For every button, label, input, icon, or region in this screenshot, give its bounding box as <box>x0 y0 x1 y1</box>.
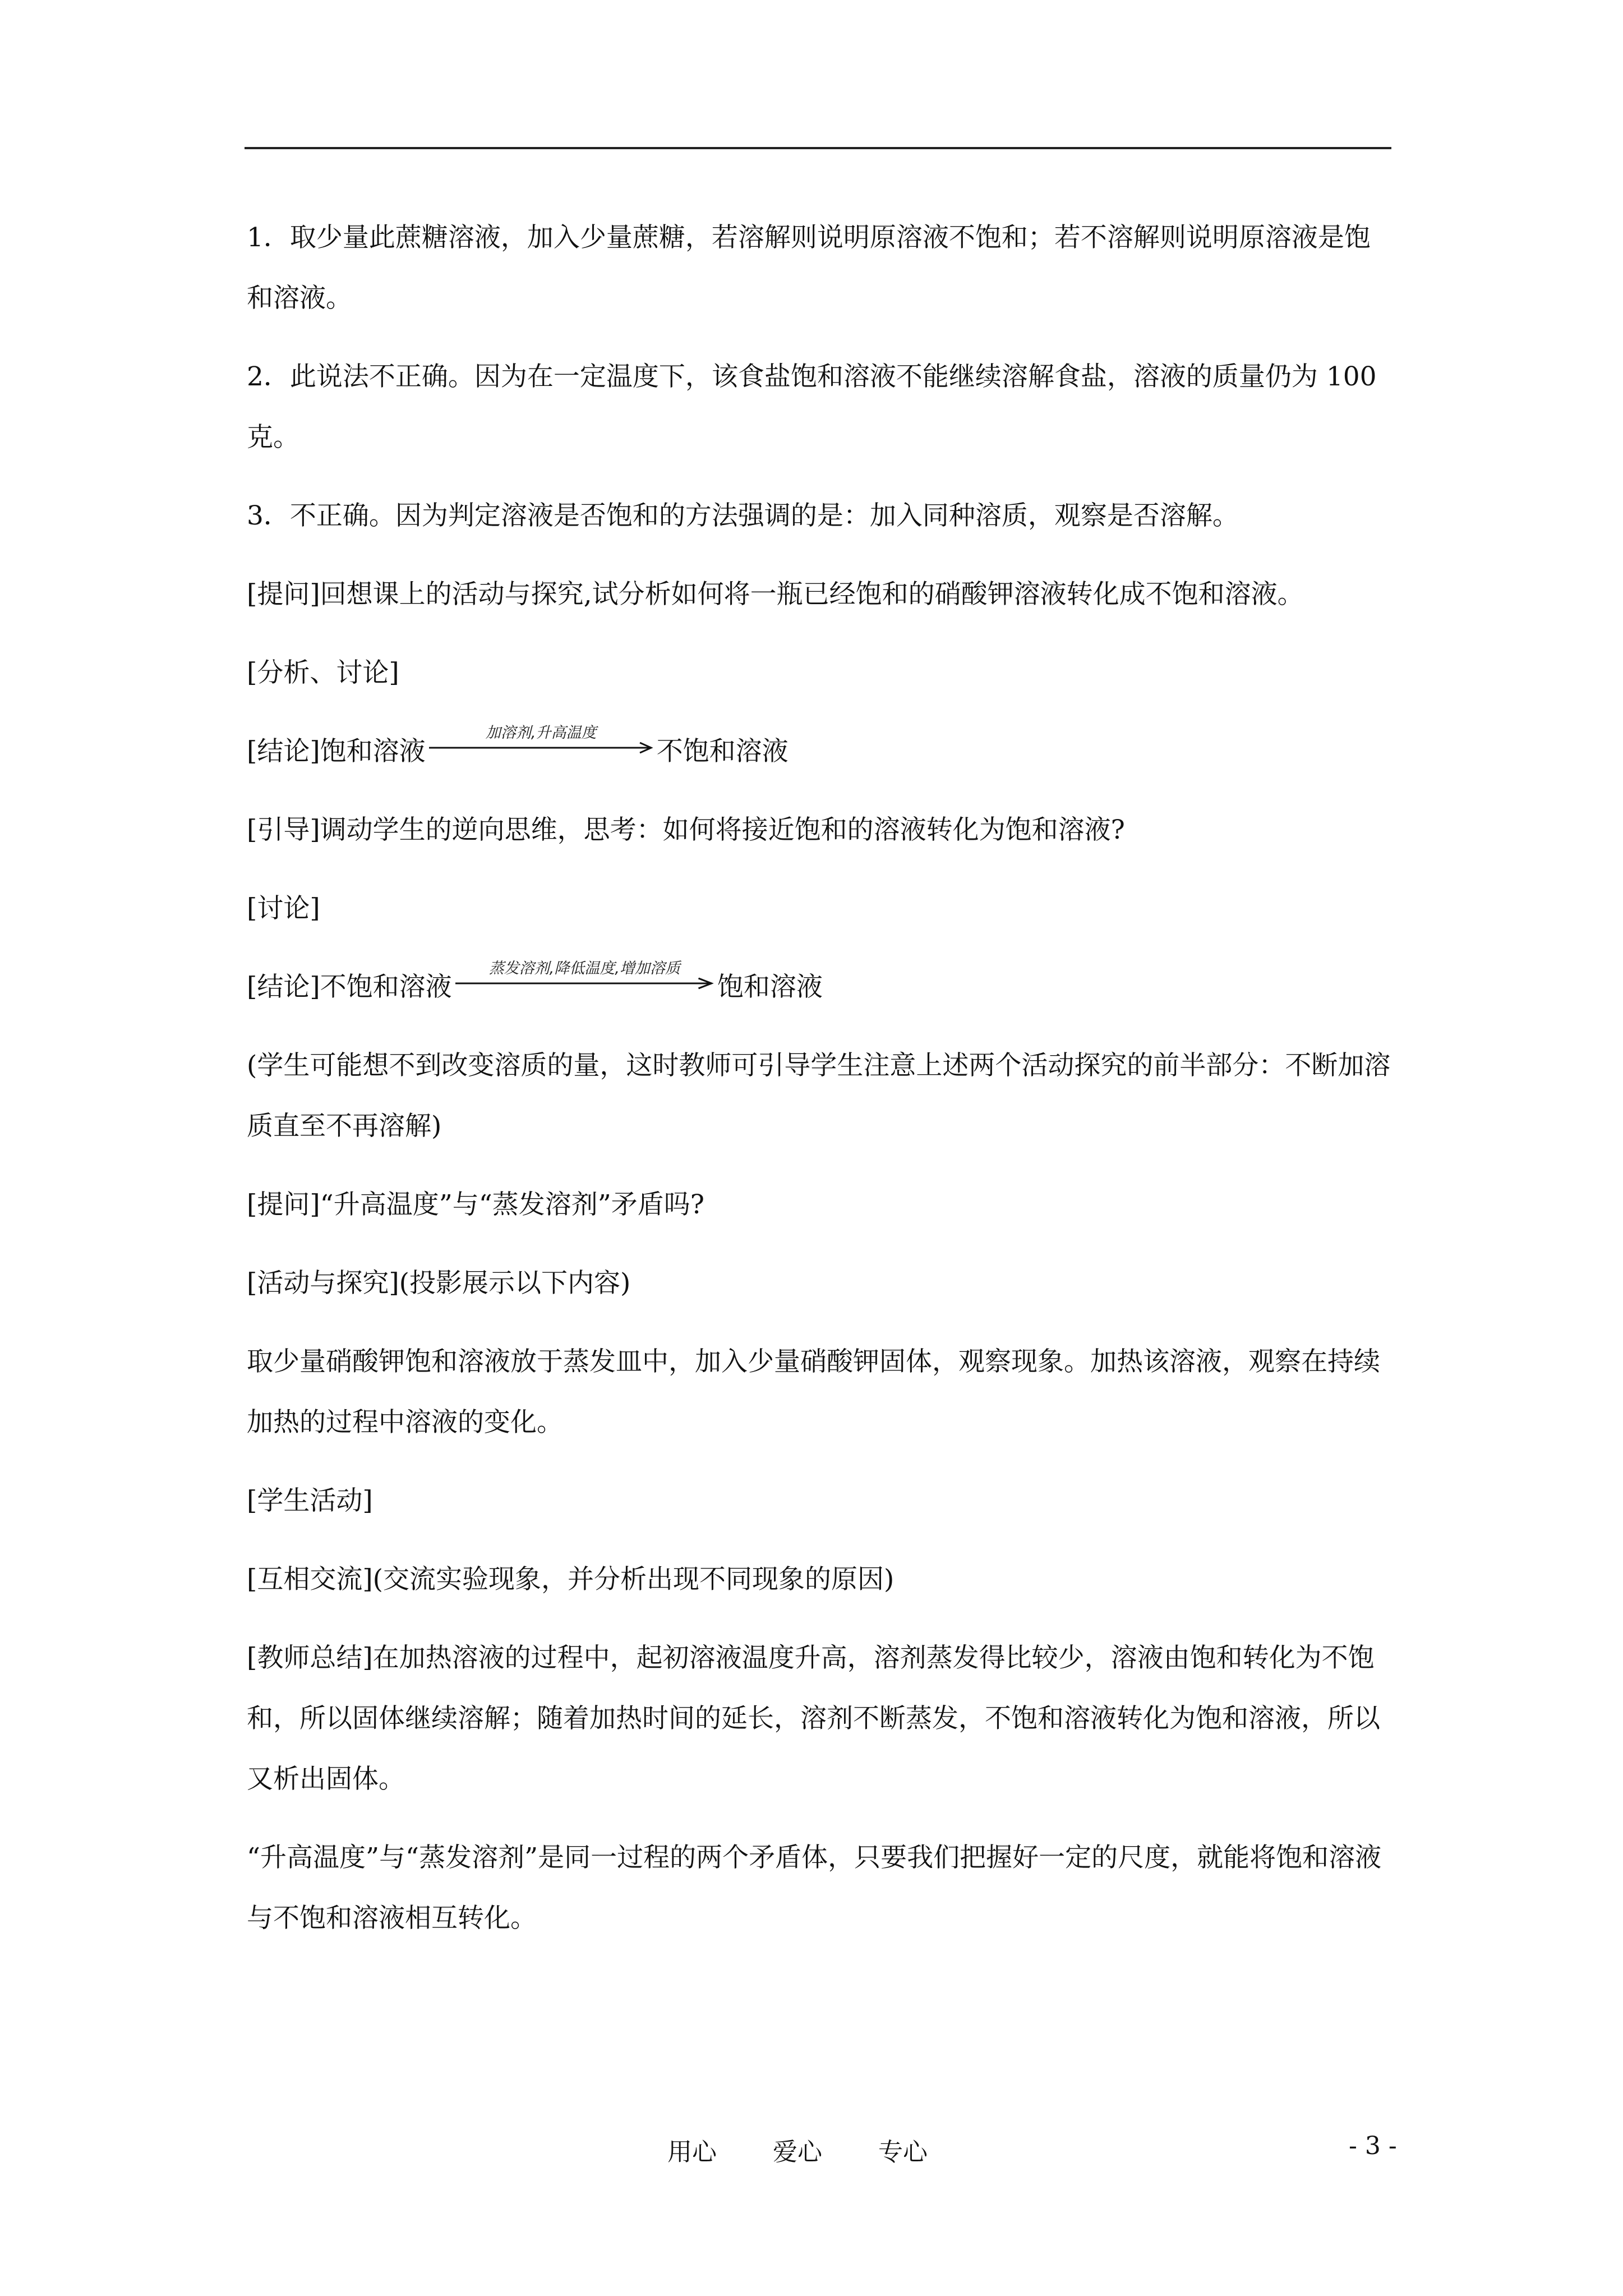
question-contradiction: [提问]“升高温度”与“蒸发溶剂”矛盾吗? <box>247 1189 704 1220</box>
footer-motto <box>667 2132 928 2168</box>
conversion-suffix: 不饱和溶液 <box>656 736 789 767</box>
activity-heading: [活动与探究](投影展示以下内容) <box>247 1268 631 1299</box>
arrow-label: 加溶剂,升高温度 <box>485 724 597 742</box>
question-paragraph: [提问]回想课上的活动与探究,试分析如何将一瓶已经饱和的硝酸钾溶液转化成不饱和溶液。 <box>247 579 1304 610</box>
conversion-prefix: [结论]不饱和溶液 <box>247 972 452 1002</box>
guide-paragraph: [引导]调动学生的逆向思维，思考：如何将接近饱和的溶液转化为饱和溶液? <box>247 815 1125 845</box>
conclusion-unsaturated-to-saturated <box>247 957 1396 1018</box>
document-body <box>247 208 1396 1967</box>
student-note: (学生可能想不到改变溶质的量，这时教师可引导学生注意上述两个活动探究的前半部分：不断加溶质直至不再溶解) <box>247 1050 1391 1142</box>
footer-word: 爱心 <box>773 2138 822 2166</box>
conversion-arrow <box>429 725 653 754</box>
answer-2: 2．此说法不正确。因为在一定温度下，该食盐饱和溶液不能继续溶解食盐，溶液的质量仍为 100 克。 <box>247 361 1377 453</box>
student-activity-heading: [学生活动] <box>247 1485 373 1516</box>
answer-1: 1．取少量此蔗糖溶液，加入少量蔗糖，若溶解则说明原溶液不饱和；若不溶解则说明原溶液是饱和溶液。 <box>247 222 1371 314</box>
page-footer <box>0 2132 1623 2177</box>
teacher-summary: [教师总结]在加热溶液的过程中，起初溶液温度升高，溶剂蒸发得比较少，溶液由饱和转化为不饱和，所以固体继续溶解；随着加热时间的延长，溶剂不断蒸发，不饱和溶液转化为饱和溶液，所以又析出固体。 <box>247 1642 1380 1795</box>
conclusion-saturated-to-unsaturated <box>247 721 1396 782</box>
analysis-heading: [分析、讨论] <box>247 657 399 688</box>
conversion-arrow <box>455 960 714 990</box>
right-arrow-icon <box>455 977 714 990</box>
conversion-prefix: [结论]饱和溶液 <box>247 736 426 767</box>
right-arrow-icon <box>429 742 653 754</box>
closing-paragraph: “升高温度”与“蒸发溶剂”是同一过程的两个矛盾体，只要我们把握好一定的尺度，就能将饱和溶液与不饱和溶液相互转化。 <box>247 1842 1382 1934</box>
discussion-heading: [讨论] <box>247 893 320 924</box>
footer-word: 用心 <box>667 2138 717 2166</box>
conversion-suffix: 饱和溶液 <box>717 972 823 1002</box>
answer-3: 3．不正确。因为判定溶液是否饱和的方法强调的是：加入同种溶质，观察是否溶解。 <box>247 500 1239 531</box>
experiment-description: 取少量硝酸钾饱和溶液放于蒸发皿中，加入少量硝酸钾固体，观察现象。加热该溶液，观察在持续加热的过程中溶液的变化。 <box>247 1346 1380 1438</box>
footer-word: 专心 <box>878 2138 928 2166</box>
exchange-heading: [互相交流](交流实验现象，并分析出现不同现象的原因) <box>247 1564 895 1595</box>
header-rule <box>245 147 1391 149</box>
page-number: - 3 - <box>1349 2132 1397 2160</box>
arrow-label: 蒸发溶剂,降低温度,增加溶质 <box>488 960 680 977</box>
